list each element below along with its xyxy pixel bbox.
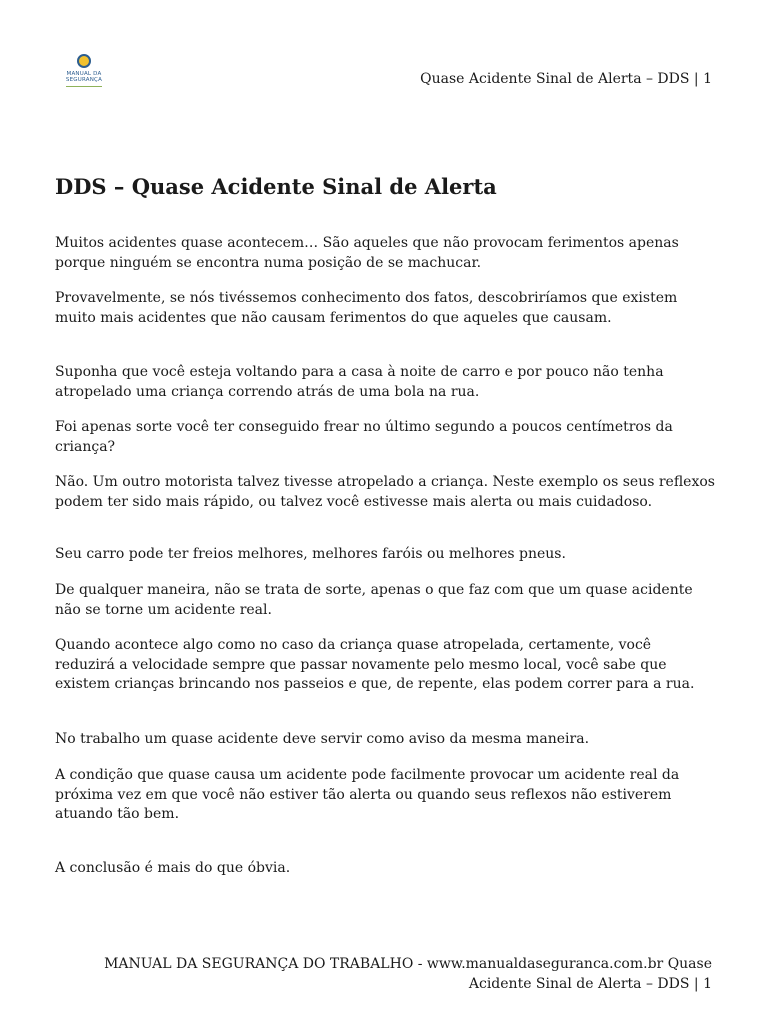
logo-text-line1: MANUAL DA (66, 71, 102, 77)
paragraph: Muitos acidentes quase acontecem… São aqueles que não provocam ferimentos apenas porque ninguém se encontra numa posição de se machucar. (55, 235, 679, 271)
paragraph: A condição que quase causa um acidente pode facilmente provocar um acidente real da próxima vez em que você não estiver tão alerta ou quando seus reflexos não estiverem atuando tão bem. (55, 767, 680, 822)
page-header: Quase Acidente Sinal de Alerta – DDS | 1 (420, 71, 712, 87)
paragraph: Foi apenas sorte você ter conseguido frear no último segundo a poucos centímetros da criança? (55, 419, 673, 455)
logo-text-line2: SEGURANÇA (65, 77, 103, 83)
logo (58, 52, 110, 98)
paragraph: Não. Um outro motorista talvez tivesse atropelado a criança. Neste exemplo os seus reflexos podem ter sido mais rápido, ou talvez você estivesse mais alerta ou mais cuidadoso. (55, 474, 715, 510)
paragraph: Quando acontece algo como no caso da criança quase atropelada, certamente, você reduzirá a velocidade sempre que passar novamente pelo mesmo local, você sabe que existem crianças brincando nos passeios e que, de repente, elas podem correr para a rua. (55, 637, 695, 692)
sun-icon (77, 54, 91, 68)
paragraph: Provavelmente, se nós tivéssemos conhecimento dos fatos, descobriríamos que existem muito mais acidentes que não causam ferimentos do que aqueles que causam. (55, 290, 678, 326)
paragraph: Seu carro pode ter freios melhores, melhores faróis ou melhores pneus. (55, 546, 566, 562)
paragraph: De qualquer maneira, não se trata de sorte, apenas o que faz com que um quase acidente não se torne um acidente real. (55, 582, 693, 618)
page-footer: MANUAL DA SEGURANÇA DO TRABALHO - www.manualdaseguranca.com.br Quase Acidente Sinal de Alerta – DDS | 1 (104, 956, 712, 992)
paragraph: Suponha que você esteja voltando para a casa à noite de carro e por pouco não tenha atropelado uma criança correndo atrás de uma bola na rua. (55, 364, 664, 400)
paragraph: A conclusão é mais do que óbvia. (55, 860, 291, 876)
logo-text (66, 71, 102, 83)
document-title: DDS – Quase Acidente Sinal de Alerta (55, 174, 497, 199)
logo-divider (66, 86, 102, 87)
paragraph: No trabalho um quase acidente deve servir como aviso da mesma maneira. (55, 731, 590, 747)
